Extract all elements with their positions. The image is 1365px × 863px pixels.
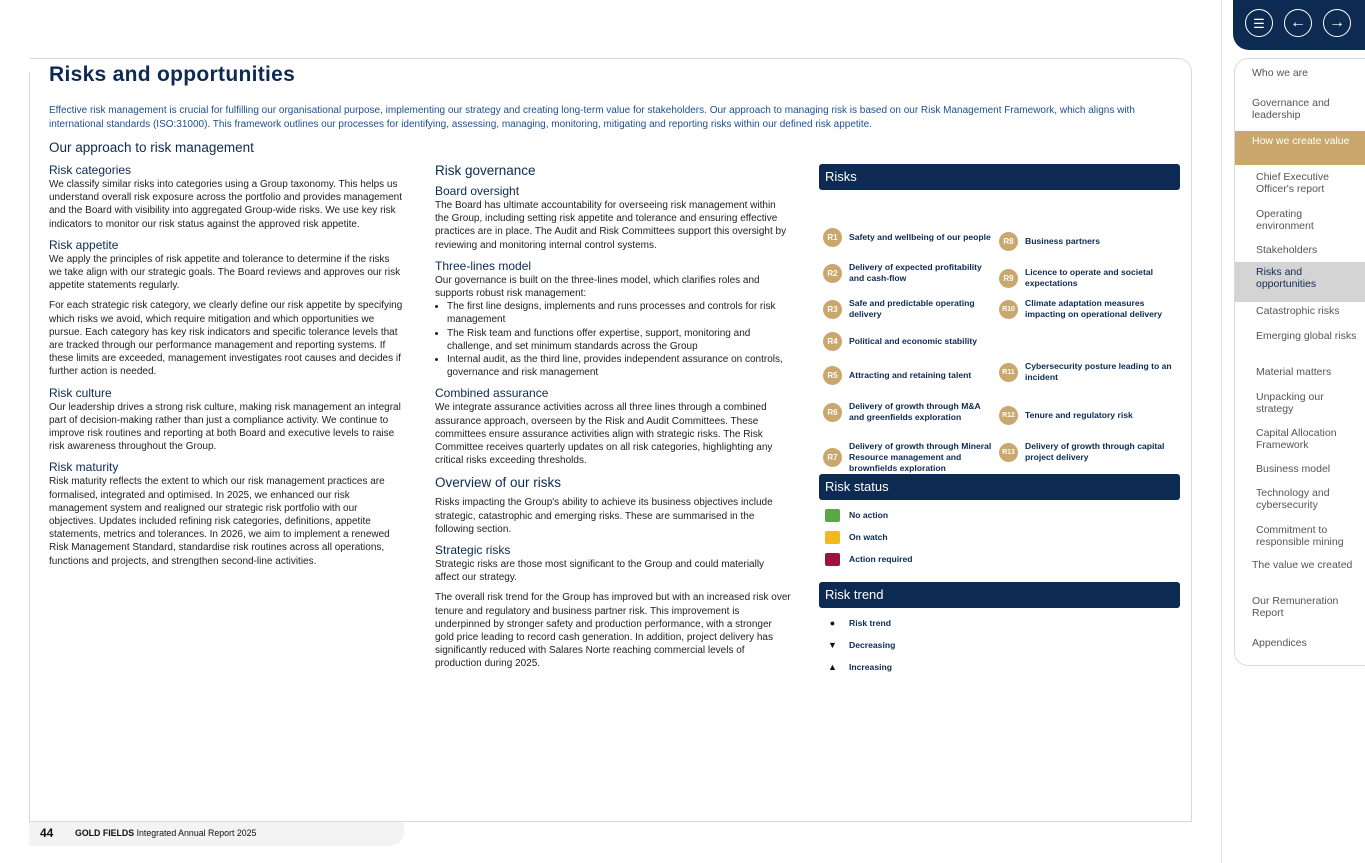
status-legend-item xyxy=(819,504,1180,526)
trend-label: Increasing xyxy=(849,662,892,672)
sidebar-item-technology-and-cybersecurity[interactable] xyxy=(1235,488,1365,516)
risk-item-r4[interactable] xyxy=(823,332,995,351)
strategic-risks-text-2: The overall risk trend for the Group has improved but with an increased risk over tenure and regulatory and business partner risk. This improvement is underpinned by stronger safety and production performance, with a stronger gold price leading to record cash generation. In addition, project delivery has significantly reduced with Salares Norte reaching commercial levels of production during 2025. xyxy=(435,592,791,670)
previous-page-button[interactable] xyxy=(1284,9,1312,37)
risk-code-badge: R5 xyxy=(823,366,842,385)
risk-code-badge: R4 xyxy=(823,332,842,351)
sidebar-item-label: How we create value xyxy=(1252,135,1350,147)
list-item: • The first line designs, implements and runs processes and controls for risk management xyxy=(447,300,791,326)
approach-heading: Our approach to risk management xyxy=(49,140,254,155)
list-item: • The Risk team and functions offer expertise, support, monitoring and challenge, and set minimum standards across the Group xyxy=(447,327,791,353)
risk-item-r5[interactable] xyxy=(823,366,995,385)
risk-code-badge: R3 xyxy=(823,300,842,319)
risk-trend-heading: Risk trend xyxy=(819,582,1180,608)
footer-report: Integrated Annual Report 2025 xyxy=(136,828,257,838)
sidebar-item-label: The value we created xyxy=(1252,559,1353,571)
risk-code-badge: R9 xyxy=(999,269,1018,288)
status-label: On watch xyxy=(849,532,888,542)
risk-status-heading: Risk status xyxy=(819,474,1180,500)
risk-label: Tenure and regulatory risk xyxy=(1025,410,1133,420)
risk-code-badge: R2 xyxy=(823,264,842,283)
sidebar-item-who-we-are[interactable] xyxy=(1235,68,1365,86)
risk-item-r2[interactable] xyxy=(823,262,995,284)
overview-text: Risks impacting the Group's ability to achieve its business objectives include strategic, catastrophic and emerging risks. These are summarised in the following section. xyxy=(435,497,773,535)
risk-item-r8[interactable] xyxy=(999,232,1175,251)
sidebar-item-label: Who we are xyxy=(1252,67,1309,79)
board-oversight-text: The Board has ultimate accountability for overseeing risk management within the Group, including setting risk appetite and tolerance and ensuring effective practices are in place. The Audit and Risk Committees support this oversight by reviewing and monitoring internal control systems. xyxy=(435,200,787,251)
risk-label: Delivery of expected profitability and cash-flow xyxy=(849,262,982,283)
status-label: Action required xyxy=(849,554,913,564)
sidebar-item-the-value-we-created[interactable] xyxy=(1235,560,1365,588)
risk-label: Safety and wellbeing of our people xyxy=(849,232,991,242)
triangle-down-icon: ▼ xyxy=(828,640,837,650)
risk-label: Safe and predictable operating delivery xyxy=(849,298,975,319)
middle-column xyxy=(435,162,791,678)
risk-appetite-heading: Risk appetite xyxy=(49,237,119,252)
sidebar-item-label: Stakeholders xyxy=(1256,244,1318,256)
risk-item-r3[interactable] xyxy=(823,298,995,320)
sidebar-item-label: Our Remuneration Report xyxy=(1252,595,1339,619)
trend-label: Decreasing xyxy=(849,640,896,650)
risk-code-badge: R12 xyxy=(999,406,1018,425)
risk-item-r10[interactable] xyxy=(999,298,1175,320)
trend-legend-item xyxy=(819,656,1180,678)
risk-item-r7[interactable] xyxy=(823,441,995,474)
risk-label: Climate adaptation measures impacting on operational delivery xyxy=(1025,298,1163,319)
nav-toolbar xyxy=(1233,0,1365,50)
sidebar-item-commitment-to-responsible-mining[interactable] xyxy=(1235,525,1365,553)
risk-label: Delivery of growth through capital project delivery xyxy=(1025,441,1165,462)
circle-icon: ● xyxy=(829,618,836,628)
sidebar-item-chief-executive-officer-s-report[interactable] xyxy=(1235,172,1365,202)
strategic-risks-heading: Strategic risks xyxy=(435,543,511,558)
risk-culture-text: Our leadership drives a strong risk culture, making risk management an integral part of decision-making rather than just a compliance activity. We continue to improve risk routines and reporting at both Board and executive levels to raise risk awareness throughout the Group. xyxy=(49,401,401,453)
sidebar-item-label: Technology and cybersecurity xyxy=(1256,487,1330,511)
sidebar-item-business-model[interactable] xyxy=(1235,464,1365,482)
risk-label: Cybersecurity posture leading to an incident xyxy=(1025,361,1172,382)
sidebar-item-catastrophic-risks[interactable] xyxy=(1235,306,1365,324)
sidebar-item-label: Material matters xyxy=(1256,366,1332,378)
risk-culture-heading: Risk culture xyxy=(49,385,112,400)
risk-appetite-text-2: For each strategic risk category, we clearly define our risk appetite by specifying which risks we avoid, which require mitigation and which opportunities we pursue. Each category has key risk indicators and specific tolerance levels that are tracked through our performance management and reporting systems. If these limits are exceeded, management investigates root causes and decides if further action is needed. xyxy=(49,300,403,378)
sidebar-item-label: Business model xyxy=(1256,463,1331,475)
sidebar-item-label: Capital Allocation Framework xyxy=(1256,427,1337,451)
triangle-up-icon: ▲ xyxy=(828,662,837,672)
status-swatch xyxy=(825,531,840,544)
sidebar-item-label: Commitment to responsible mining xyxy=(1256,524,1344,548)
contents-icon: ☰ xyxy=(1253,15,1265,31)
sidebar-item-risks-and-opportunities[interactable] xyxy=(1235,262,1365,302)
risk-label: Political and economic stability xyxy=(849,336,977,346)
risk-item-r11[interactable] xyxy=(999,361,1175,383)
risk-item-r12[interactable] xyxy=(999,406,1175,425)
risk-maturity-text: Risk maturity reflects the extent to which our risk management practices are formalised, integrated and optimised. In 2025, we enhanced our risk management system and realigned our strategic risk portfolio with our objectives. Updates included refining risk categories, definitions, appetite statements, metrics and tolerances. In 2026, we aim to implement a renewed Risk Management Standard, standardise risk routines across all operations, functions and projects, and strengthen second-line activities. xyxy=(49,476,390,567)
trend-legend-item xyxy=(819,634,1180,656)
list-item: • Internal audit, as the third line, provides independent assurance on controls, governance and risk management xyxy=(447,353,791,379)
status-label: No action xyxy=(849,510,889,520)
risk-code-badge: R10 xyxy=(999,300,1018,319)
intro-paragraph: Effective risk management is crucial for fulfilling our organisational purpose, implementing our strategy and creating long-term value for stakeholders. Our approach to managing risk is based on our Risk Management Framework, which aligns with international standards (ISO:31000). This framework outlines our processes for identifying, assessing, managing, monitoring, mitigating and reporting risks within our defined risk appetite. xyxy=(49,105,1135,130)
sidebar-item-label: Catastrophic risks xyxy=(1256,305,1340,317)
three-lines-text: Our governance is built on the three-lines model, which clarifies roles and supports robust risk management: xyxy=(435,274,760,300)
status-swatch xyxy=(825,553,840,566)
sidebar-item-label: Chief Executive Officer's report xyxy=(1256,171,1329,195)
board-oversight-heading: Board oversight xyxy=(435,184,520,198)
risk-status-panel xyxy=(819,474,1180,570)
risk-item-r6[interactable] xyxy=(823,401,995,423)
sidebar-item-appendices[interactable] xyxy=(1235,638,1365,656)
sidebar-item-governance-and-leadership[interactable] xyxy=(1235,98,1365,126)
three-lines-list xyxy=(435,300,791,379)
risk-label: Attracting and retaining talent xyxy=(849,370,972,380)
sidebar-menu xyxy=(1234,58,1365,666)
risk-item-r1[interactable] xyxy=(823,228,995,247)
arrow-left-icon: ← xyxy=(1290,14,1306,31)
sidebar-item-label: Governance and leadership xyxy=(1252,97,1330,121)
status-legend-item xyxy=(819,526,1180,548)
combined-assurance-text: We integrate assurance activities across all three lines through a combined assurance approach, overseen by the Risk and Audit Committees. These committees ensure assurance activities align with strategic risks. The Risk Committee receives quarterly updates on all risk categories, highlighting any critical risks exceeding thresholds. xyxy=(435,402,773,467)
status-legend-item xyxy=(819,548,1180,570)
risk-status-list xyxy=(819,504,1180,570)
overview-heading: Overview of our risks xyxy=(435,475,562,491)
risks-panel xyxy=(819,164,1180,473)
risk-label: Business partners xyxy=(1025,236,1100,246)
page-title: Risks and opportunities xyxy=(49,63,296,86)
page-number: 44 xyxy=(40,826,54,840)
risk-label: Delivery of growth through Mineral Resource management and brownfields exploration xyxy=(849,441,992,473)
risk-item-r13[interactable] xyxy=(999,441,1175,463)
risks-heading: Risks xyxy=(819,164,1180,190)
sidebar-item-label: Unpacking our strategy xyxy=(1256,391,1324,415)
sidebar-item-stakeholders[interactable] xyxy=(1235,245,1365,263)
sidebar-item-label: Appendices xyxy=(1252,637,1307,649)
sidebar-item-our-remuneration-report[interactable] xyxy=(1235,596,1365,624)
risk-item-r9[interactable] xyxy=(999,267,1175,289)
risk-code-badge: R13 xyxy=(999,443,1018,462)
trend-label: Risk trend xyxy=(849,618,892,628)
risk-code-badge: R6 xyxy=(823,403,842,422)
combined-assurance-heading: Combined assurance xyxy=(435,386,549,401)
left-column xyxy=(49,163,405,575)
risk-categories-heading: Risk categories xyxy=(49,163,132,177)
risk-categories-text: We classify similar risks into categories using a Group taxonomy. This helps us understand overall risk exposure across the portfolio and provides management and the Board with visibility into aggregated Group-wide risks. We use key risk indicators to monitor our risk status against the approved risk appetite. xyxy=(49,179,402,230)
sidebar-item-label: Risks and opportunities xyxy=(1256,266,1317,290)
sidebar-item-material-matters[interactable] xyxy=(1235,367,1365,385)
sidebar-item-unpacking-our-strategy[interactable] xyxy=(1235,392,1365,420)
sidebar-item-how-we-create-value[interactable] xyxy=(1235,131,1365,165)
risk-appetite-text-1: We apply the principles of risk appetite and tolerance to determine if the risks we take align with our strategic goals. The Board reviews and approves our risk appetite statements regularly. xyxy=(49,253,401,292)
trend-legend-item xyxy=(819,612,1180,634)
risk-code-badge: R11 xyxy=(999,363,1018,382)
contents-button[interactable] xyxy=(1245,9,1273,37)
strategic-risks-text-1: Strategic risks are those most significant to the Group and could materially affect our strategy. xyxy=(435,559,765,584)
sidebar-item-emerging-global-risks[interactable] xyxy=(1235,331,1365,359)
risk-governance-heading: Risk governance xyxy=(435,163,536,178)
risk-trend-panel xyxy=(819,582,1180,678)
next-page-button[interactable] xyxy=(1323,9,1351,37)
risk-code-badge: R7 xyxy=(823,448,842,467)
three-lines-heading: Three-lines model xyxy=(435,258,532,273)
sidebar-item-operating-environment[interactable] xyxy=(1235,209,1365,239)
risk-maturity-heading: Risk maturity xyxy=(49,460,119,475)
status-swatch xyxy=(825,509,840,522)
footer-brand: GOLD FIELDS xyxy=(75,828,135,838)
sidebar-item-capital-allocation-framework[interactable] xyxy=(1235,428,1365,456)
risk-code-badge: R8 xyxy=(999,232,1018,251)
risk-label: Delivery of growth through M&A and greenfields exploration xyxy=(849,401,981,422)
risk-code-badge: R1 xyxy=(823,228,842,247)
sidebar-divider xyxy=(1221,0,1222,863)
sidebar-item-label: Emerging global risks xyxy=(1256,330,1357,342)
footer-report-title xyxy=(75,828,256,838)
risk-trend-list xyxy=(819,612,1180,678)
page-frame-border xyxy=(29,72,30,822)
arrow-right-icon: → xyxy=(1329,14,1345,31)
risk-label: Licence to operate and societal expectations xyxy=(1025,267,1153,288)
sidebar-item-label: Operating environment xyxy=(1256,208,1314,232)
